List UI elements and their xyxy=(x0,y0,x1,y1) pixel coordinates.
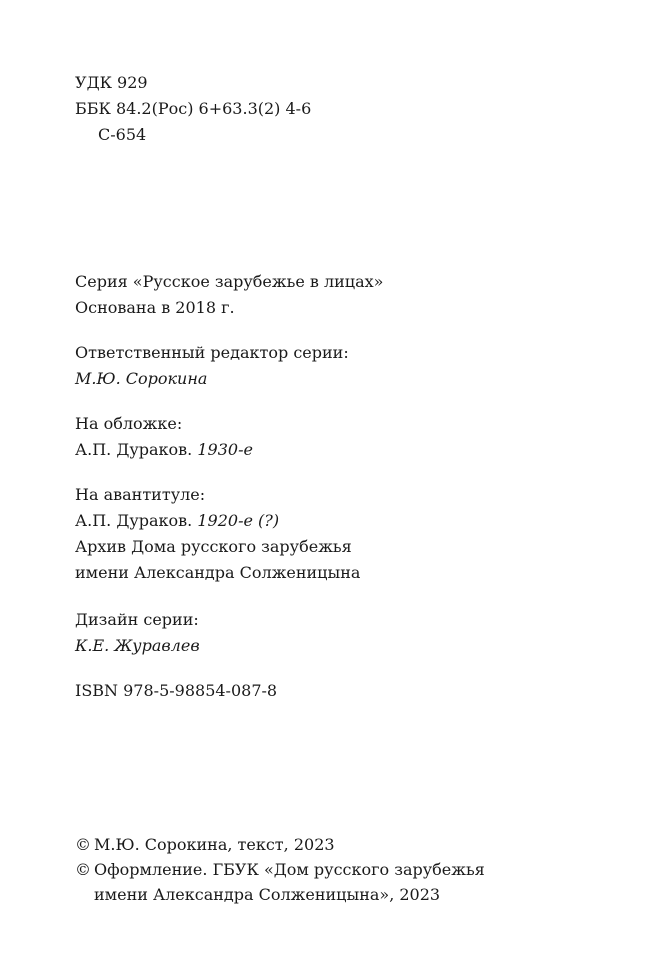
classification-block xyxy=(75,70,311,148)
copyright-design-line xyxy=(75,857,485,882)
cover-label: На обложке: xyxy=(75,414,183,433)
editor-block xyxy=(75,340,349,392)
udk-code: УДК 929 xyxy=(75,73,148,92)
series-founded: Основана в 2018 г. xyxy=(75,298,235,317)
frontispiece-block xyxy=(75,482,360,586)
frontispiece-date: 1920-е (?) xyxy=(197,511,280,530)
frontispiece-source-line1: Архив Дома русского зарубежья xyxy=(75,537,352,556)
copyright-symbol: © xyxy=(75,835,91,854)
cover-date: 1930-е xyxy=(197,440,253,459)
series-name: Серия «Русское зарубежье в лицах» xyxy=(75,272,384,291)
frontispiece-credit xyxy=(75,508,360,534)
author-mark: С-654 xyxy=(98,125,147,144)
cover-artist: А.П. Дураков. xyxy=(75,440,193,459)
bbk-code: ББК 84.2(Рос) 6+63.3(2) 4-6 xyxy=(75,99,312,118)
isbn-number: ISBN 978-5-98854-087-8 xyxy=(75,681,278,700)
design-block xyxy=(75,607,200,659)
cover-credit xyxy=(75,437,253,463)
editor-label: Ответственный редактор серии: xyxy=(75,343,349,362)
cover-block xyxy=(75,411,253,463)
copyright-design-text-2: имени Александра Солженицына», 2023 xyxy=(94,885,441,904)
copyright-text: М.Ю. Сорокина, текст, 2023 xyxy=(94,835,335,854)
design-name: К.Е. Журавлев xyxy=(75,636,200,655)
frontispiece-label: На авантитуле: xyxy=(75,485,206,504)
editor-name: М.Ю. Сорокина xyxy=(75,369,208,388)
design-label: Дизайн серии: xyxy=(75,610,199,629)
frontispiece-artist: А.П. Дураков. xyxy=(75,511,193,530)
series-block xyxy=(75,269,383,321)
copyright-text-line xyxy=(75,832,485,857)
copyright-design-text-1: Оформление. ГБУК «Дом русского зарубежья xyxy=(94,860,485,879)
copyright-symbol: © xyxy=(75,860,91,879)
frontispiece-source-line2: имени Александра Солженицына xyxy=(75,563,361,582)
copyright-block xyxy=(75,832,485,907)
isbn-block xyxy=(75,678,277,704)
